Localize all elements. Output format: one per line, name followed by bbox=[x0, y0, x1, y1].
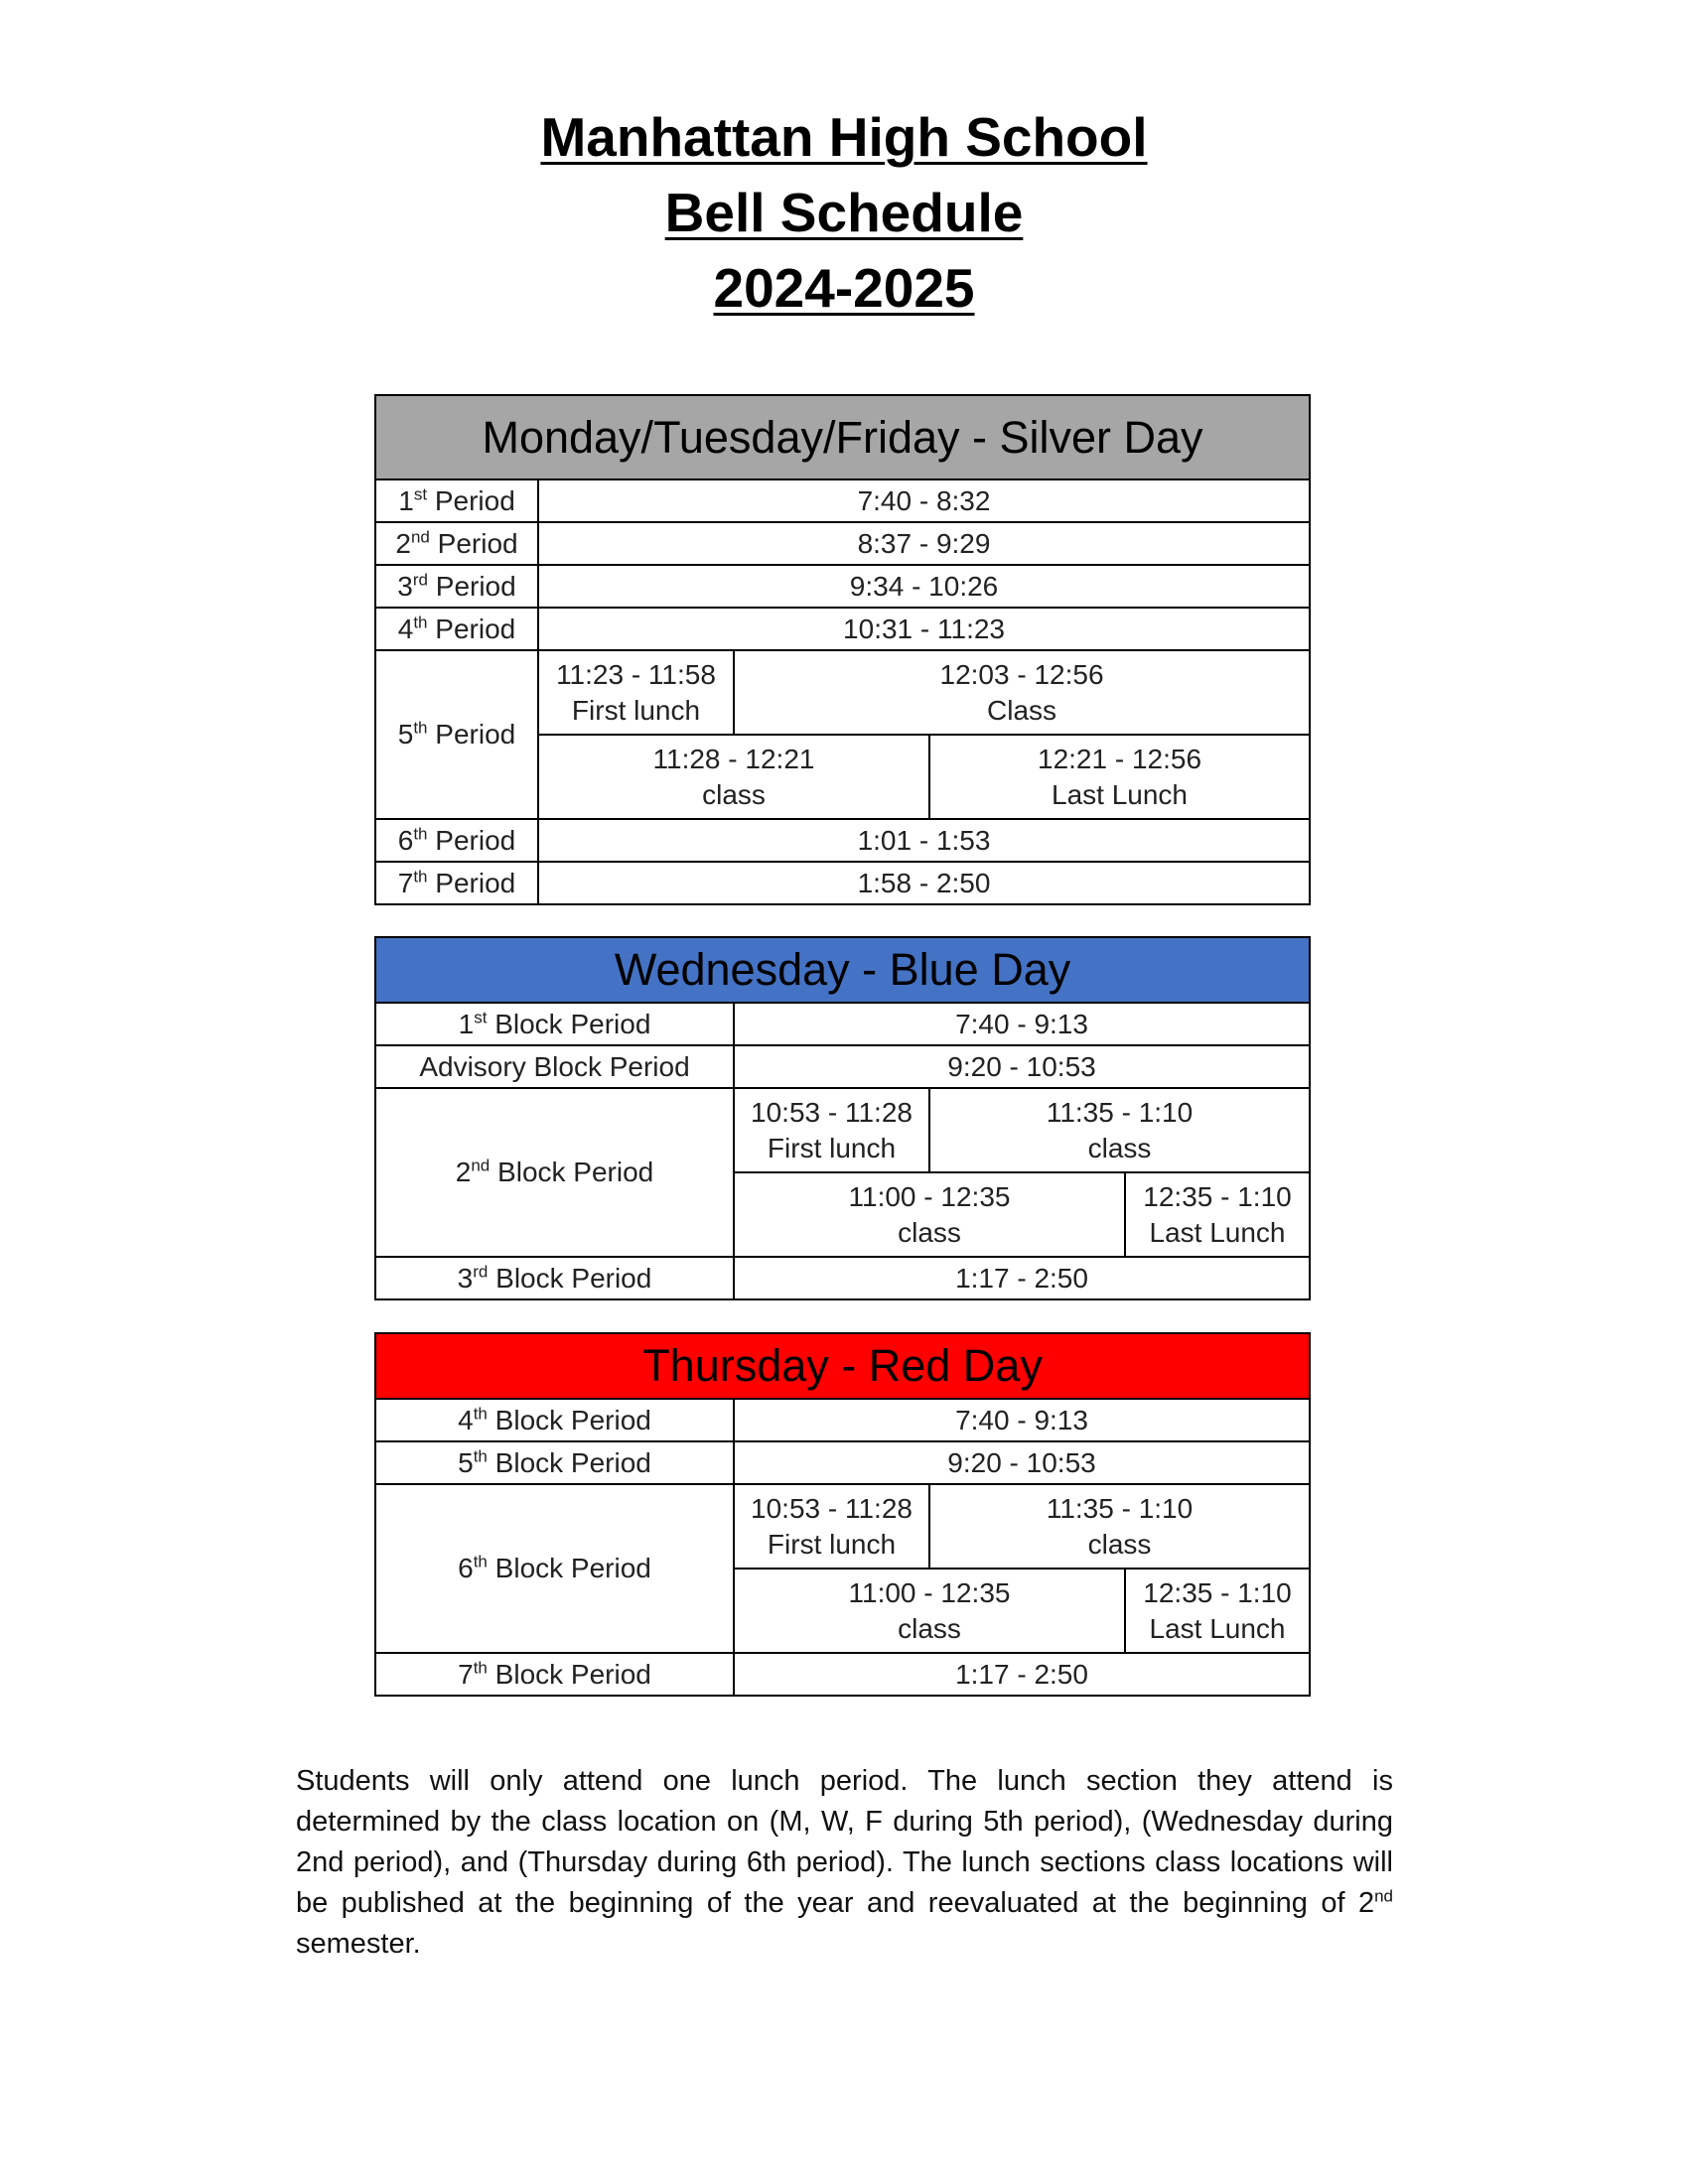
table-row bbox=[375, 650, 1310, 735]
last-lunch-label: Last Lunch bbox=[1052, 778, 1189, 810]
school-year: 2024-2025 bbox=[713, 257, 975, 319]
lunch-note bbox=[296, 1761, 1393, 1965]
lunch-note-sup: nd bbox=[1374, 1886, 1393, 1906]
first-lunch-cell bbox=[734, 1088, 929, 1172]
period-time: 8:37 - 9:29 bbox=[538, 522, 1310, 565]
period-label: 1st Period bbox=[375, 479, 538, 522]
period-label: 2nd Block Period bbox=[375, 1088, 734, 1257]
class-cell bbox=[734, 650, 1310, 735]
table-row bbox=[375, 1257, 1310, 1299]
period-label: 7th Block Period bbox=[375, 1653, 734, 1696]
first-lunch-time: 10:53 - 11:28 bbox=[751, 1096, 913, 1128]
class-time: 12:03 - 12:56 bbox=[939, 658, 1104, 690]
last-lunch-label: Last Lunch bbox=[1149, 1612, 1286, 1644]
table-row bbox=[375, 1653, 1310, 1696]
lunch-note-end: semester. bbox=[296, 1928, 421, 1960]
period-time: 1:01 - 1:53 bbox=[538, 819, 1310, 862]
class-label: class bbox=[898, 1216, 961, 1248]
period-time: 7:40 - 9:13 bbox=[734, 1399, 1310, 1441]
period-time: 1:17 - 2:50 bbox=[734, 1653, 1310, 1696]
last-lunch-time: 12:35 - 1:10 bbox=[1143, 1576, 1292, 1608]
class-cell bbox=[929, 1088, 1310, 1172]
period-time: 9:20 - 10:53 bbox=[734, 1441, 1310, 1484]
table-row bbox=[375, 1399, 1310, 1441]
table-row bbox=[375, 608, 1310, 650]
last-lunch-label: Last Lunch bbox=[1149, 1216, 1286, 1248]
period-label: 6th Block Period bbox=[375, 1484, 734, 1653]
blue-day-table bbox=[374, 936, 1311, 1300]
class-label: Class bbox=[987, 694, 1057, 726]
class-time: 11:28 - 12:21 bbox=[652, 743, 815, 774]
period-label: 5th Period bbox=[375, 650, 538, 819]
period-label: Advisory Block Period bbox=[375, 1045, 734, 1088]
red-day-table bbox=[374, 1332, 1311, 1697]
class-label: class bbox=[1087, 1528, 1152, 1560]
class-time: 11:35 - 1:10 bbox=[1046, 1492, 1194, 1524]
class-label: class bbox=[1087, 1132, 1152, 1163]
class-cell bbox=[538, 735, 929, 819]
class-time: 11:00 - 12:35 bbox=[848, 1576, 1011, 1608]
red-day-header: Thursday - Red Day bbox=[375, 1333, 1310, 1399]
schedule-title: Bell Schedule bbox=[664, 182, 1024, 243]
silver-day-table bbox=[374, 394, 1311, 905]
period-label: 4th Period bbox=[375, 608, 538, 650]
table-row bbox=[375, 1088, 1310, 1172]
period-label: 2nd Period bbox=[375, 522, 538, 565]
school-name: Manhattan High School bbox=[540, 106, 1148, 168]
period-label: 7th Period bbox=[375, 862, 538, 904]
class-cell bbox=[734, 1172, 1125, 1257]
last-lunch-time: 12:21 - 12:56 bbox=[1038, 743, 1202, 774]
silver-day-header: Monday/Tuesday/Friday - Silver Day bbox=[375, 395, 1310, 479]
class-cell bbox=[734, 1569, 1125, 1653]
period-label: 6th Period bbox=[375, 819, 538, 862]
first-lunch-cell bbox=[734, 1484, 929, 1569]
period-time: 7:40 - 9:13 bbox=[734, 1003, 1310, 1045]
table-row bbox=[375, 522, 1310, 565]
table-row bbox=[375, 565, 1310, 608]
lunch-note-text: Students will only attend one lunch period. The lunch section they attend is determined by the class location on (M, W, F during 5th period), (Wednesday during 2nd period), and (Thursday during 6th period). The lunch sections class locations will be published at the beginning of the year and reevaluated at the beginning of 2 bbox=[296, 1765, 1393, 1919]
class-time: 11:00 - 12:35 bbox=[848, 1180, 1011, 1212]
table-row bbox=[375, 819, 1310, 862]
period-time: 1:58 - 2:50 bbox=[538, 862, 1310, 904]
first-lunch-cell bbox=[538, 650, 734, 735]
period-time: 1:17 - 2:50 bbox=[734, 1257, 1310, 1299]
table-row bbox=[375, 479, 1310, 522]
period-label: 5th Block Period bbox=[375, 1441, 734, 1484]
table-row bbox=[375, 862, 1310, 904]
page-title bbox=[0, 99, 1688, 326]
last-lunch-cell bbox=[929, 735, 1310, 819]
period-label: 3rd Block Period bbox=[375, 1257, 734, 1299]
class-label: class bbox=[702, 778, 766, 810]
first-lunch-label: First lunch bbox=[571, 694, 701, 726]
period-time: 10:31 - 11:23 bbox=[538, 608, 1310, 650]
table-row bbox=[375, 1441, 1310, 1484]
period-time: 9:34 - 10:26 bbox=[538, 565, 1310, 608]
period-time: 9:20 - 10:53 bbox=[734, 1045, 1310, 1088]
period-label: 3rd Period bbox=[375, 565, 538, 608]
first-lunch-time: 10:53 - 11:28 bbox=[751, 1492, 913, 1524]
period-label: 4th Block Period bbox=[375, 1399, 734, 1441]
class-cell bbox=[929, 1484, 1310, 1569]
first-lunch-label: First lunch bbox=[767, 1528, 897, 1560]
first-lunch-time: 11:23 - 11:58 bbox=[556, 658, 716, 690]
table-row bbox=[375, 1045, 1310, 1088]
table-row bbox=[375, 1003, 1310, 1045]
class-label: class bbox=[898, 1612, 961, 1644]
period-label: 1st Block Period bbox=[375, 1003, 734, 1045]
last-lunch-cell bbox=[1125, 1172, 1310, 1257]
first-lunch-label: First lunch bbox=[767, 1132, 897, 1163]
table-row bbox=[375, 1484, 1310, 1569]
last-lunch-time: 12:35 - 1:10 bbox=[1143, 1180, 1292, 1212]
class-time: 11:35 - 1:10 bbox=[1046, 1096, 1194, 1128]
blue-day-header: Wednesday - Blue Day bbox=[375, 937, 1310, 1003]
period-time: 7:40 - 8:32 bbox=[538, 479, 1310, 522]
last-lunch-cell bbox=[1125, 1569, 1310, 1653]
